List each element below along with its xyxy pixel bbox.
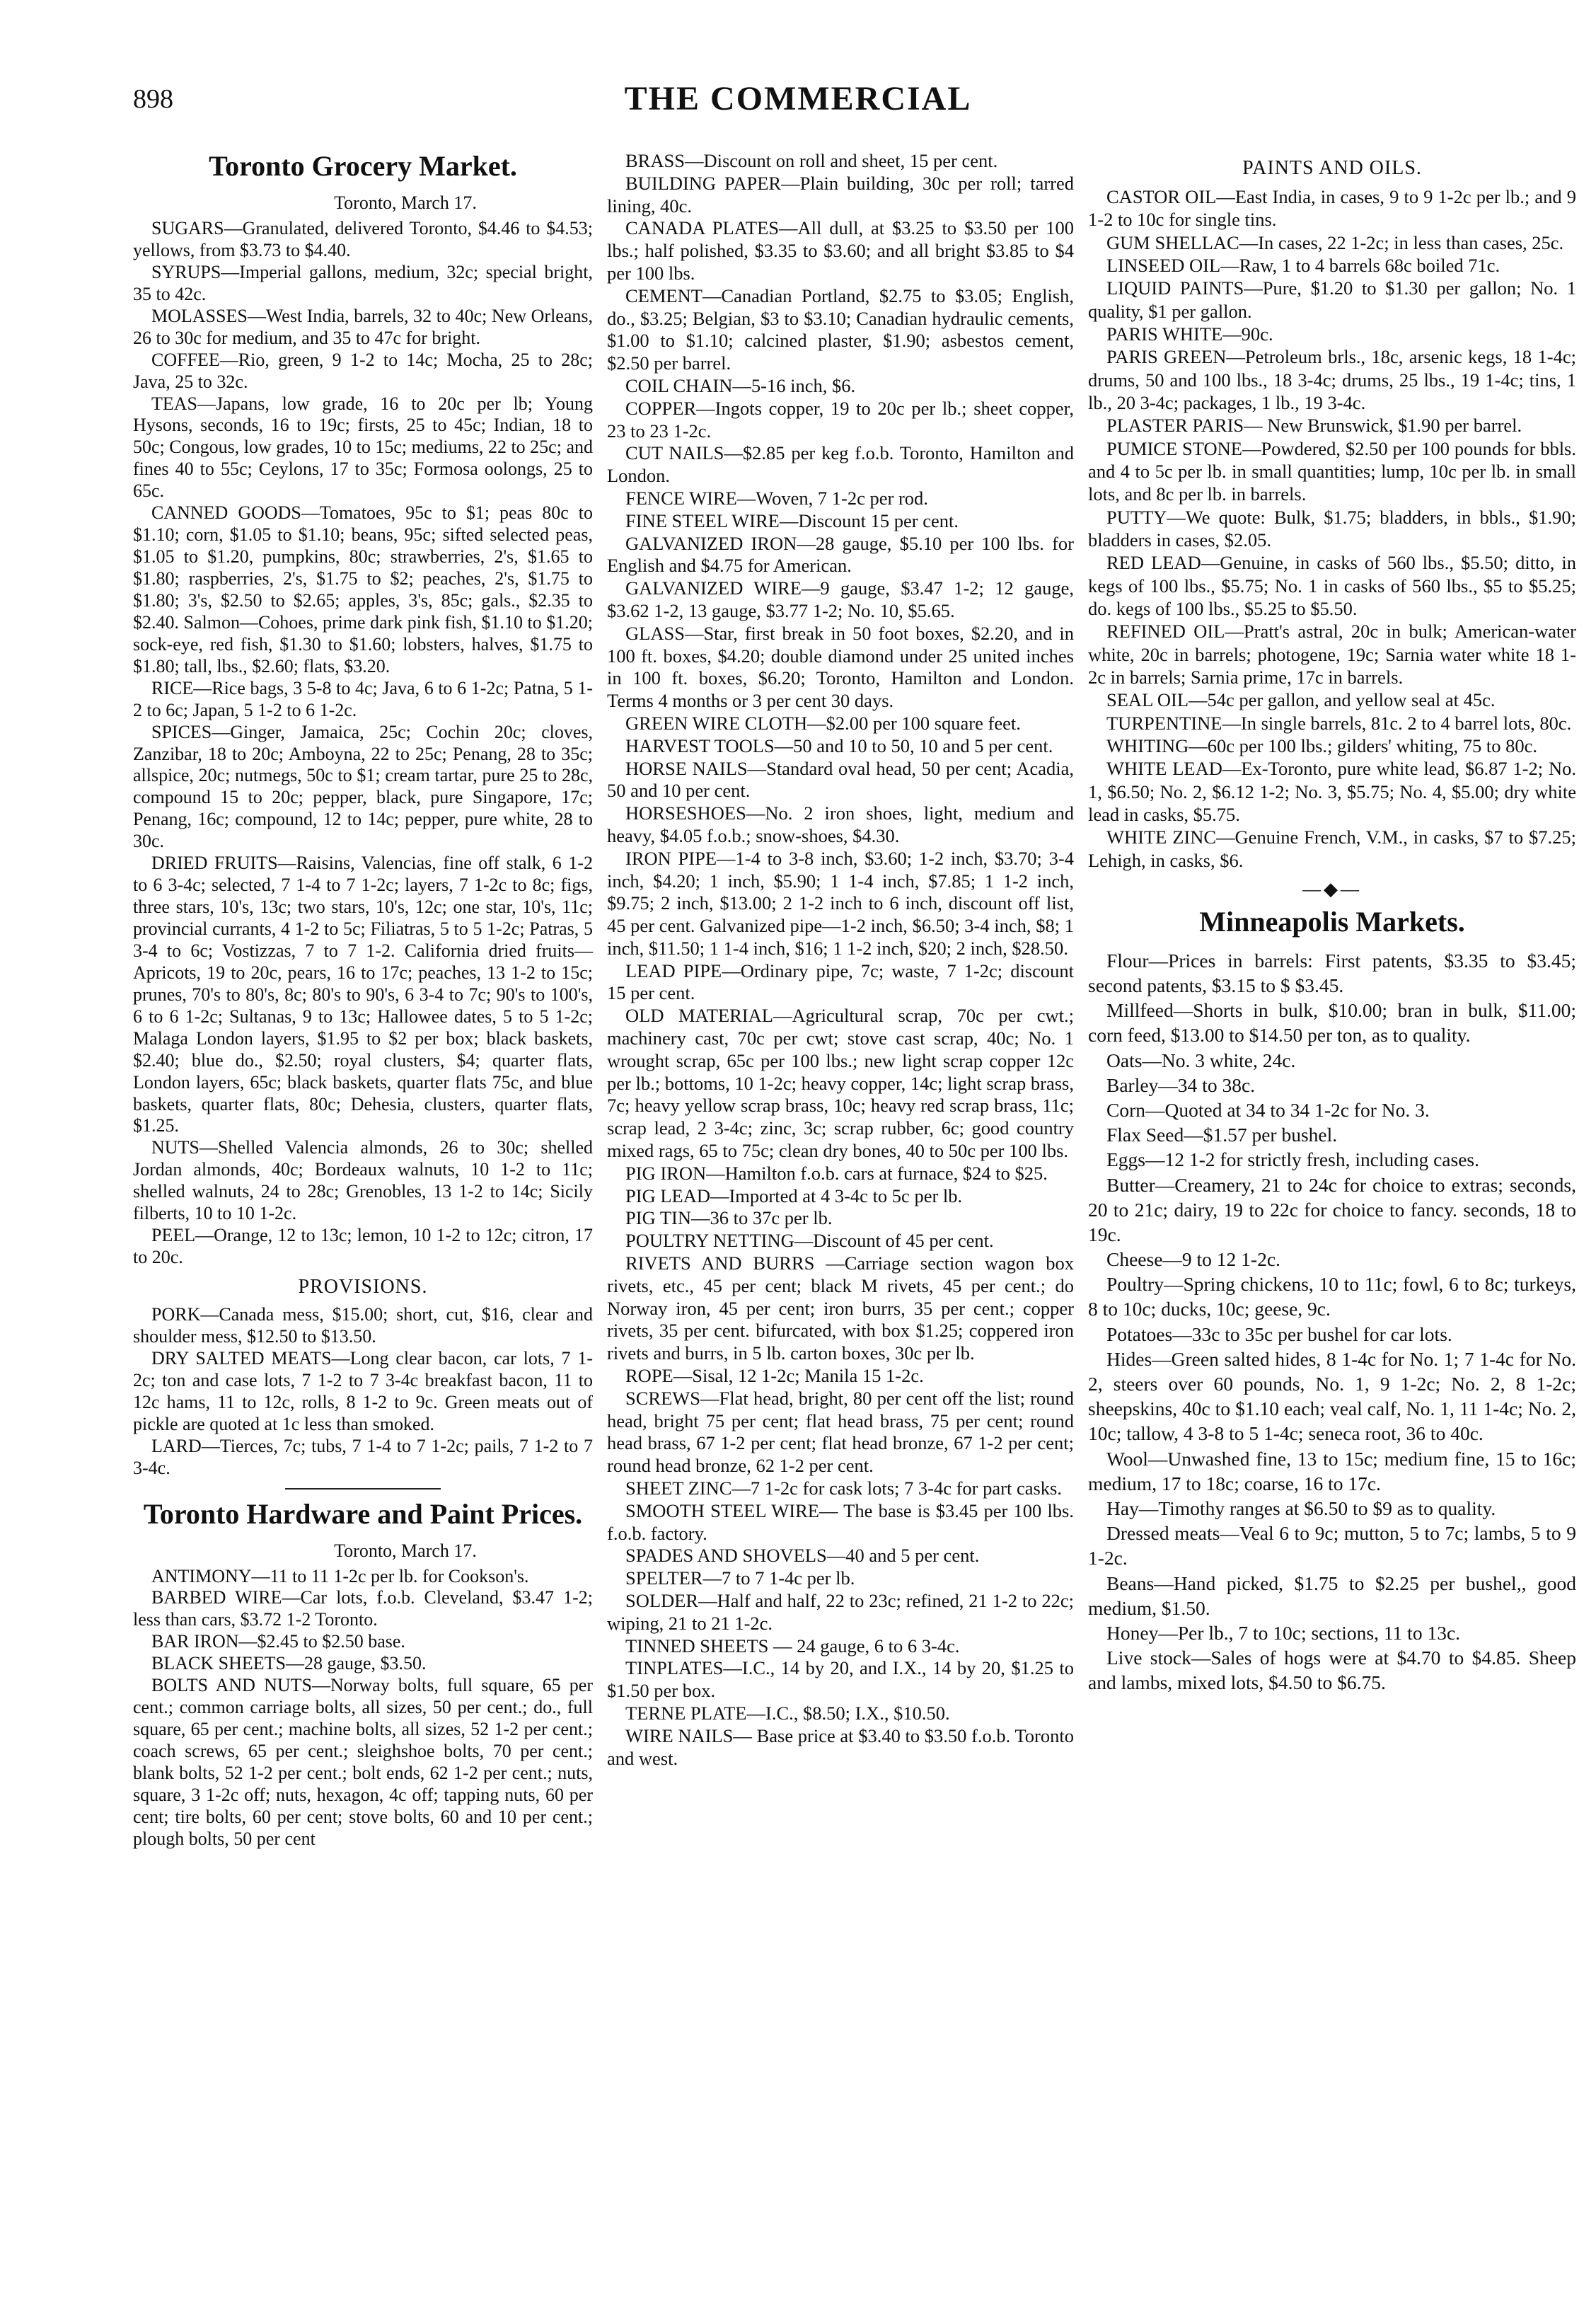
provisions-entries	[133, 1304, 593, 1480]
price-entry: GALVANIZED IRON—28 gauge, $5.10 per 100 lbs. for English and $4.75 for American.	[607, 532, 1074, 577]
price-entry: BRASS—Discount on roll and sheet, 15 per cent.	[625, 150, 998, 171]
middle-column	[607, 150, 1074, 1770]
price-entry: Poultry—Spring chickens, 10 to 11c; fowl, 6 to 8c; turkeys, 8 to 10c; ducks, 10c; geese, 9c.	[1088, 1273, 1576, 1320]
price-entry: LINSEED OIL—Raw, 1 to 4 barrels 68c boiled 71c.	[1106, 254, 1500, 276]
grocery-dateline: Toronto, March 17.	[334, 192, 477, 213]
hardware-prices-title: Toronto Hardware and Paint Prices.	[143, 1497, 583, 1530]
price-entry: ROPE—Sisal, 12 1-2c; Manila 15 1-2c.	[625, 1365, 924, 1387]
price-entry: TEAS—Japans, low grade, 16 to 20c per lb; Young Hysons, seconds, 16 to 19c; firsts, 25 to 45c; Indian, 18 to 50c; Congous, low grades, 10 to 15c; mediums, 22 to 25c; and fines 40 to 55c; Ceylons, 17 to 35c; Formosa oolongs, 25 to 65c.	[133, 393, 593, 502]
price-entry: Hay—Timothy ranges at $6.50 to $9 as to quality.	[1106, 1497, 1496, 1519]
price-entry: Barley—34 to 38c.	[1106, 1073, 1256, 1096]
paints-entries	[1088, 185, 1576, 872]
price-entry: CUT NAILS—$2.85 per keg f.o.b. Toronto, Hamilton and London.	[607, 442, 1074, 487]
price-entry: PIG LEAD—Imported at 4 3-4c to 5c per lb.	[625, 1185, 963, 1206]
price-entry: MOLASSES—West India, barrels, 32 to 40c; New Orleans, 26 to 30c for medium, and 35 to 47c for bright.	[133, 305, 593, 348]
price-entry: LARD—Tierces, 7c; tubs, 7 1-4 to 7 1-2c; pails, 7 1-2 to 7 3-4c.	[133, 1435, 593, 1478]
price-entry: PARIS WHITE—90c.	[1106, 323, 1273, 345]
price-entry: Beans—Hand picked, $1.75 to $2.25 per bushel,, good medium, $1.50.	[1088, 1572, 1576, 1619]
price-entry: SCREWS—Flat head, bright, 80 per cent off the list; round head, bright 75 per cent; flat head brass, 75 per cent; round head brass, 67 1-2 per cent; flat head bronze, 67 1-2 per cent; round head bronze, 62 1-2 per cent.	[607, 1387, 1074, 1477]
minneapolis-entries	[1088, 948, 1576, 1695]
price-entry: SYRUPS—Imperial gallons, medium, 32c; special bright, 35 to 42c.	[133, 261, 593, 304]
price-entry: FINE STEEL WIRE—Discount 15 per cent.	[625, 509, 959, 531]
price-entry: Potatoes—33c to 35c per bushel for car lots.	[1106, 1323, 1452, 1345]
grocery-market-section	[133, 150, 593, 1269]
price-entry: Hides—Green salted hides, 8 1-4c for No. 1; 7 1-4c for No. 2, steers over 60 pounds, No. 1, 9 1-2c; No. 2, 8 1-2c; sheepskins, 40c to $1.10 each; veal calf, No. 1, 11 1-4c; No. 2, 10c; tallow, 4 3-8 to 5 1-4c; seneca root, 36 to 40c.	[1088, 1347, 1576, 1445]
price-entry: SEAL OIL—54c per gallon, and yellow seal at 45c.	[1106, 689, 1496, 711]
price-entry: Flax Seed—$1.57 per bushel.	[1106, 1124, 1338, 1146]
price-entry: SHEET ZINC—7 1-2c for cask lots; 7 3-4c for part casks.	[625, 1477, 1062, 1499]
price-entry: GUM SHELLAC—In cases, 22 1-2c; in less than cases, 25c.	[1106, 231, 1564, 253]
price-entry: Flour—Prices in barrels: First patents, $3.35 to $3.45; second patents, $3.15 to $ $3.45.	[1088, 949, 1576, 997]
price-entry: PORK—Canada mess, $15.00; short, cut, $16, clear and shoulder mess, $12.50 to $13.50.	[133, 1304, 593, 1347]
price-entry: SUGARS—Granulated, delivered Toronto, $4.46 to $4.53; yellows, from $3.73 to $4.40.	[133, 218, 593, 260]
price-entry: PUTTY—We quote: Bulk, $1.75; bladders, in bbls., $1.90; bladders in cases, $2.05.	[1088, 506, 1576, 551]
price-entry: PARIS GREEN—Petroleum brls., 18c, arsenic kegs, 18 1-4c; drums, 50 and 100 lbs., 18 3-4c; drums, 25 lbs., 19 1-4c; tins, 1 lb., 20 3-4c; packages, 1 lb., 19 3-4c.	[1088, 346, 1576, 413]
price-entry: PUMICE STONE—Powdered, $2.50 per 100 pounds for bbls. and 4 to 5c per lb. in small quantities; lump, 10c per lb. in small lots, and 8c per lb. in barrels.	[1088, 437, 1576, 505]
price-entry: ANTIMONY—11 to 11 1-2c per lb. for Cookson's.	[151, 1565, 529, 1586]
hardware-dateline: Toronto, March 17.	[334, 1540, 477, 1561]
price-entry: BARBED WIRE—Car lots, f.o.b. Cleveland, $3.47 1-2; less than cars, $3.72 1-2 Toronto.	[133, 1587, 593, 1630]
price-entry: TERNE PLATE—I.C., $8.50; I.X., $10.50.	[625, 1702, 950, 1724]
page-number: 898	[133, 84, 173, 114]
masthead-title: THE COMMERCIAL	[624, 80, 972, 117]
price-entry: BUILDING PAPER—Plain building, 30c per roll; tarred lining, 40c.	[607, 172, 1074, 217]
price-entry: TINPLATES—I.C., 14 by 20, and I.X., 14 by 20, $1.25 to $1.50 per box.	[607, 1657, 1074, 1702]
price-entry: CASTOR OIL—East India, in cases, 9 to 9 1-2c per lb.; and 9 1-2 to 10c for single tins.	[1088, 186, 1576, 231]
price-entry: LIQUID PAINTS—Pure, $1.20 to $1.30 per gallon; No. 1 quality, $1 per gallon.	[1088, 277, 1576, 322]
price-entry: DRY SALTED MEATS—Long clear bacon, car lots, 7 1-2c; ton and case lots, 7 1-2 to 7 3-4c breakfast bacon, 11 to 12c hams, 11 to 12c, rolls, 8 1-2 to 9c. Green meats out of pickle are quoted at 1c less than smoked.	[133, 1347, 593, 1434]
price-entry: GALVANIZED WIRE—9 gauge, $3.47 1-2; 12 gauge, $3.62 1-2, 13 gauge, $3.77 1-2; No. 10, $5.65.	[607, 577, 1074, 621]
price-entry: WIRE NAILS— Base price at $3.40 to $3.50 f.o.b. Toronto and west.	[607, 1724, 1074, 1769]
price-entry: GREEN WIRE CLOTH—$2.00 per 100 square feet.	[625, 712, 1021, 734]
price-entry: CANADA PLATES—All dull, at $3.25 to $3.50 per 100 lbs.; half polished, $3.35 to $3.60; and all bright $3.85 to $4 per 100 lbs.	[607, 217, 1074, 284]
price-entry: SPICES—Ginger, Jamaica, 25c; Cochin 20c; cloves, Zanzibar, 18 to 20c; Amboyna, 22 to 25c; Penang, 28 to 35c; allspice, 20c; nutmegs, 50c to $1; cream tartar, pure 25 to 28c, compound 15 to 20c; pepper, black, pure Singapore, 17c; Penang, 16c; compound, 12 to 14c; pepper, pure white, 28 to 30c.	[133, 721, 593, 852]
price-entry: TINNED SHEETS — 24 gauge, 6 to 6 3-4c.	[625, 1635, 960, 1657]
hardware-continued-entries	[607, 150, 1074, 1770]
price-entry: Oats—No. 3 white, 24c.	[1106, 1049, 1296, 1071]
price-entry: COIL CHAIN—5-16 inch, $6.	[625, 374, 856, 396]
price-entry: PLASTER PARIS— New Brunswick, $1.90 per barrel.	[1106, 415, 1522, 437]
price-entry: Butter—Creamery, 21 to 24c for choice to extras; seconds, 20 to 21c; dairy, 19 to 22c for choice to fancy. seconds, 18 to 19c.	[1088, 1173, 1576, 1245]
grocery-entries	[133, 218, 593, 1269]
price-entry: IRON PIPE—1-4 to 3-8 inch, $3.60; 1-2 inch, $3.70; 3-4 inch, $4.20; 1 inch, $5.90; 1 1-4 inch, $7.85; 1 1-2 inch, $9.75; 2 inch, $13.00; 2 1-2 inch to 6 inch, discount off list, 45 per cent. Galvanized pipe—1-2 inch, $6.50; 3-4 inch, $8; 1 inch, $11.50; 1 1-4 inch, $16; 1 1-2 inch, $20; 2 inch, $28.50.	[607, 847, 1074, 959]
price-entry: TURPENTINE—In single barrels, 81c. 2 to 4 barrel lots, 80c.	[1106, 712, 1572, 734]
price-entry: RIVETS AND BURRS —Carriage section wagon box rivets, etc., 45 per cent; black M rivets, 45 per cent.; do Norway iron, 45 per cent; iron burrs, 35 per cent.; copper rivets, 35 per cent. bifurcated, with box $1.25; coppered iron rivets and burrs, in 5 lb. carton boxes, 30c per lb.	[607, 1252, 1074, 1364]
hardware-entries	[133, 1566, 593, 1850]
price-entry: POULTRY NETTING—Discount of 45 per cent.	[625, 1230, 994, 1252]
price-entry: SOLDER—Half and half, 22 to 23c; refined, 21 1-2 to 22c; wiping, 21 to 21 1-2c.	[607, 1590, 1074, 1634]
price-entry: Live stock—Sales of hogs were at $4.70 to $4.85. Sheep and lambs, mixed lots, $4.50 to $6.75.	[1088, 1647, 1576, 1694]
price-entry: BOLTS AND NUTS—Norway bolts, full square, 65 per cent.; common carriage bolts, all sizes, 50 per cent.; do., full square, 65 per cent.; machine bolts, all sizes, 52 1-2 per cent.; coach screws, 65 per cent.; sleighshoe bolts, 70 per cent.; blank bolts, 52 1-2 per cent.; bolt ends, 62 1-2 per cent.; nuts, square, 3 1-2c off; nuts, hexagon, 4c off; tapping nuts, 60 per cent; tire bolts, 60 per cent; stove bolts, 60 and 10 per cent.; plough bolts, 50 per cent	[133, 1675, 593, 1849]
hardware-prices-section	[133, 1498, 593, 1850]
price-entry: FENCE WIRE—Woven, 7 1-2c per rod.	[625, 487, 928, 509]
price-entry: REFINED OIL—Pratt's astral, 20c in bulk; American-water white, 20c in barrels; photogene, 19c; Sarnia water white 18 1-2c in barrels; Sarnia prime, 17c in barrels.	[1088, 621, 1576, 688]
price-entry: SPADES AND SHOVELS—40 and 5 per cent.	[625, 1545, 980, 1567]
price-entry: LEAD PIPE—Ordinary pipe, 7c; waste, 7 1-2c; discount 15 per cent.	[607, 960, 1074, 1004]
price-entry: DRIED FRUITS—Raisins, Valencias, fine off stalk, 6 1-2 to 6 3-4c; selected, 7 1-4 to 7 1-2c; layers, 7 1-2c to 8c; figs, three stars, 10's, 13c; two stars, 10's, 12c; one star, 10's, 11c; provincial currants, 4 1-2 to 5c; Filiatras, 5 to 5 1-2c; Patras, 5 3-4 to 6c; Vostizzas, 7 to 7 1-2. California dried fruits—Apricots, 19 to 20c, pears, 16 to 17c; peaches, 13 1-2 to 15c; prunes, 70's to 80's, 8c; 80's to 90's, 6 3-4 to 7c; 90's to 100's, 6 to 6 1-2c; Sultanas, 9 to 13c; Hallowee dates, 5 to 5 1-2c; Malaga London layers, $1.95 to $2 per box; black baskets, $2.40; blue do., $2.50; royal clusters, $4; quarter flats, London layers, 65c; black baskets, quarter flats 75c, and blue baskets, quarter flats, 80c; Dehesia, clusters, quarter flats, $1.25.	[133, 853, 593, 1136]
price-entry: NUTS—Shelled Valencia almonds, 26 to 30c; shelled Jordan almonds, 40c; Bordeaux walnuts, 10 1-2 to 11c; shelled walnuts, 24 to 28c; Grenobles, 13 1-2 to 14c; Sicily filberts, 10 to 10 1-2c.	[133, 1137, 593, 1224]
price-entry: PIG TIN—36 to 37c per lb.	[625, 1207, 833, 1229]
price-entry: OLD MATERIAL—Agricultural scrap, 70c per cwt.; machinery cast, 70c per cwt; stove cast scrap, 40c; No. 1 wrought scrap, 65c per 100 lbs.; new light scrap copper 12c per lb.; bottoms, 10 1-2c; heavy copper, 14c; light scrap brass, 7c; heavy yellow scrap brass, 10c; heavy red scrap brass, 11c; scrap lead, 2 3-4c; zinc, 3c; scrap rubber, 6c; good country mixed rags, 65 to 75c; clean dry bones, 40 to 50c per 100 lbs.	[607, 1005, 1074, 1162]
left-column	[133, 150, 593, 1850]
price-entry: GLASS—Star, first break in 50 foot boxes, $2.20, and in 100 ft. boxes, $4.20; double diamond under 25 united inches in 100 ft. boxes, $6.20; Toronto, Hamilton and London. Terms 4 months or 3 per cent 30 days.	[607, 622, 1074, 712]
price-entry: HARVEST TOOLS—50 and 10 to 50, 10 and 5 per cent.	[625, 734, 1053, 756]
ornament-divider: —◆—	[1302, 878, 1362, 899]
price-entry: Wool—Unwashed fine, 13 to 15c; medium fine, 15 to 16c; medium, 17 to 18c; coarse, 16 to 17c.	[1088, 1447, 1576, 1494]
price-entry: HORSE NAILS—Standard oval head, 50 per cent; Acadia, 50 and 10 per cent.	[607, 757, 1074, 802]
price-entry: WHITE ZINC—Genuine French, V.M., in casks, $7 to $7.25; Lehigh, in casks, $6.	[1088, 826, 1576, 871]
price-entry: SPELTER—7 to 7 1-4c per lb.	[625, 1567, 855, 1589]
price-entry: CANNED GOODS—Tomatoes, 95c to $1; peas 80c to $1.10; corn, $1.05 to $1.10; beans, 95c; sifted selected peas, $1.05 to $1.20, pumpkins, 80c; strawberries, 2's, $1.65 to $1.80; raspberries, 2's, $1.75 to $2; peaches, 2's, $1.75 to $1.80; 3's, $2.50 to $2.65; apples, 3's, 85c; gals., $2.35 to $2.40. Salmon—Cohoes, prime dark pink fish, $1.10 to $1.20; sock-eye, red fish, $1.30 to $1.60; lobsters, halves, $1.75 to $1.80; tall, lbs., $2.60; flats, $3.20.	[133, 502, 593, 676]
price-entry: Honey—Per lb., 7 to 10c; sections, 11 to 13c.	[1106, 1621, 1461, 1644]
price-entry: CEMENT—Canadian Portland, $2.75 to $3.05; English, do., $3.25; Belgian, $3 to $3.10; Canadian hydraulic cements, $1.00 to $1.10; calcined plaster, $1.90; asbestos cement, $2.50 per barrel.	[607, 284, 1074, 374]
price-entry: RED LEAD—Genuine, in casks of 560 lbs., $5.50; ditto, in kegs of 100 lbs., $5.75; No. 1 in casks of 560 lbs., $5 to $5.25; do. kegs of 100 lbs., $5.25 to $5.50.	[1088, 552, 1576, 619]
price-entry: Eggs—12 1-2 for strictly fresh, including cases.	[1106, 1148, 1479, 1171]
price-entry: RICE—Rice bags, 3 5-8 to 4c; Java, 6 to 6 1-2c; Patna, 5 1-2 to 6c; Japan, 5 1-2 to 6 1-2c.	[133, 677, 593, 720]
minneapolis-markets-section	[1088, 906, 1576, 1695]
right-column	[1088, 150, 1576, 1695]
price-entry: WHITE LEAD—Ex-Toronto, pure white lead, $6.87 1-2; No. 1, $6.50; No. 2, $6.12 1-2; No. 3, $5.75; No. 4, $5.00; dry white lead in casks, $5.75.	[1088, 758, 1576, 825]
price-entry: BAR IRON—$2.45 to $2.50 base.	[151, 1631, 405, 1652]
price-entry: HORSESHOES—No. 2 iron shoes, light, medium and heavy, $4.05 f.o.b.; snow-shoes, $4.30.	[607, 802, 1074, 846]
paints-oils-heading: PAINTS AND OILS.	[1242, 157, 1422, 179]
price-entry: SMOOTH STEEL WIRE— The base is $3.45 per 100 lbs. f.o.b. factory.	[607, 1499, 1074, 1544]
price-entry: BLACK SHEETS—28 gauge, $3.50.	[151, 1653, 427, 1674]
price-entry: PEEL—Orange, 12 to 13c; lemon, 10 1-2 to 12c; citron, 17 to 20c.	[133, 1225, 593, 1268]
provisions-heading: PROVISIONS.	[298, 1276, 428, 1298]
price-entry: COPPER—Ingots copper, 19 to 20c per lb.; sheet copper, 23 to 23 1-2c.	[607, 397, 1074, 442]
price-entry: COFFEE—Rio, green, 9 1-2 to 14c; Mocha, 25 to 28c; Java, 25 to 32c.	[133, 349, 593, 392]
price-entry: Cheese—9 to 12 1-2c.	[1106, 1248, 1280, 1271]
price-entry: PIG IRON—Hamilton f.o.b. cars at furnace, $24 to $25.	[625, 1162, 1048, 1184]
price-entry: Dressed meats—Veal 6 to 9c; mutton, 5 to 7c; lambs, 5 to 9 1-2c.	[1088, 1522, 1576, 1569]
price-entry: Millfeed—Shorts in bulk, $10.00; bran in bulk, $11.00; corn feed, $13.00 to $14.50 per ton, as to quality.	[1088, 999, 1576, 1047]
price-entry: WHITING—60c per 100 lbs.; gilders' whiting, 75 to 80c.	[1106, 734, 1538, 756]
price-entry: Corn—Quoted at 34 to 34 1-2c for No. 3.	[1106, 1098, 1430, 1121]
grocery-market-title: Toronto Grocery Market.	[209, 150, 517, 182]
minneapolis-title: Minneapolis Markets.	[1199, 905, 1465, 938]
section-divider	[285, 1488, 441, 1490]
